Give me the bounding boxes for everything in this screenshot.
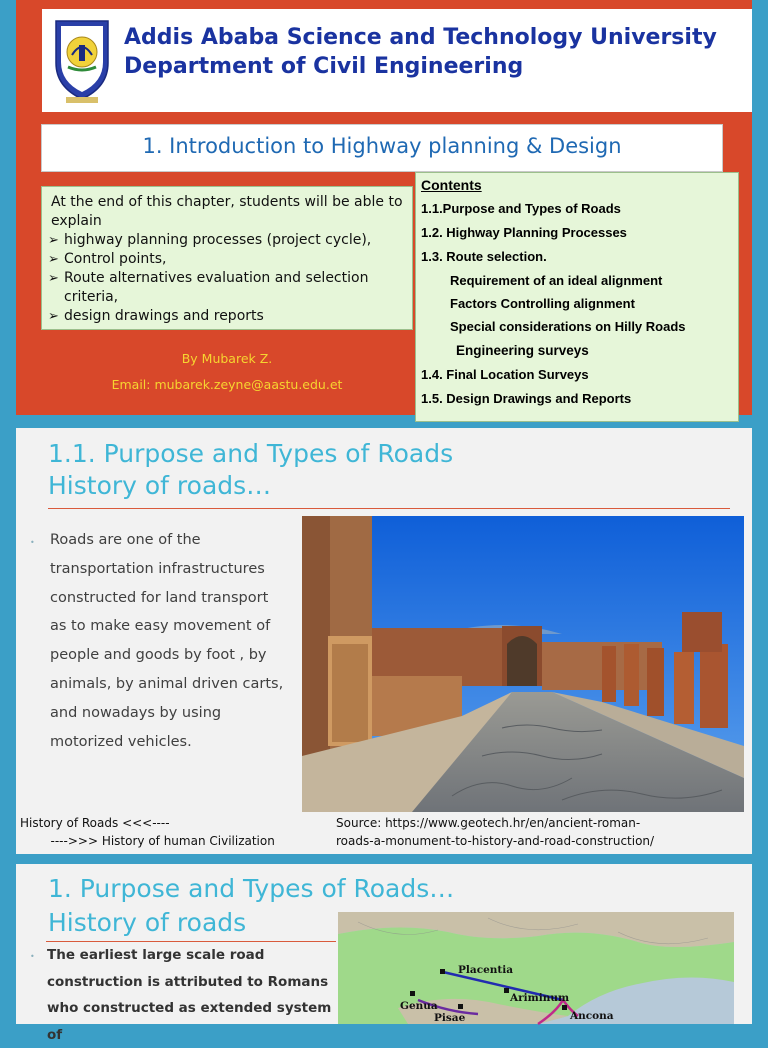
italy-map-graphic <box>338 912 734 1024</box>
department-name: Department of Civil Engineering <box>124 54 524 79</box>
title-slide <box>16 0 752 415</box>
bullet-dot-icon: • <box>30 538 35 547</box>
history-slide-2 <box>16 864 752 1043</box>
chapter-title: 1. Introduction to Highway planning & Design <box>142 134 622 158</box>
objective-item: ➢ highway planning processes (project cycle), <box>48 231 406 250</box>
objectives-lead: At the end of this chapter, students will be able to explain <box>51 194 403 229</box>
author-block <box>41 346 413 398</box>
university-logo <box>50 15 114 105</box>
objectives-list <box>48 231 406 326</box>
map-label-ariminum: Ariminum <box>510 992 570 1004</box>
photo-caption-left: History of Roads <<<---- ---->>> History of human Civilization <box>20 816 275 848</box>
university-name-text: Addis Ababa Science and Technology University <box>124 25 717 50</box>
photo-source-caption: Source: https://www.geotech.hr/en/ancient-roman- roads-a-monument-to-history-and-road-construction/ <box>336 816 655 848</box>
slide-subtitle-line: History of roads <box>48 908 247 937</box>
objectives-box <box>41 186 413 330</box>
history-slide <box>16 428 752 854</box>
contents-item: 1.3. Route selection. <box>421 249 547 264</box>
objective-item: ➢ Control points, <box>48 250 406 269</box>
map-label-ancona: Ancona <box>570 1010 614 1022</box>
slide-body-text: Roads are one of the transportation infrastructures constructed for land transport as to make easy movement of people and goods by foot , by animals, by animal driven carts, and nowadays by using motorized vehicles. <box>50 532 284 750</box>
map-label-genua: Genua <box>400 1000 438 1012</box>
map-label-placentia: Placentia <box>458 964 514 976</box>
author-name: By Mubarek Z. <box>181 351 273 366</box>
author-email: Email: mubarek.zeyne@aastu.edu.et <box>111 377 343 392</box>
contents-item: 1.5. Design Drawings and Reports <box>421 391 632 406</box>
slide-title <box>48 438 453 502</box>
contents-item: 1.2. Highway Planning Processes <box>421 225 627 240</box>
roman-road-photo <box>302 516 744 812</box>
contents-subitem: Requirement of an ideal alignment <box>450 273 663 288</box>
university-name <box>124 23 717 81</box>
contents-subitem: Engineering surveys <box>456 343 589 358</box>
chapter-title-box <box>41 124 723 172</box>
objective-item: ➢ design drawings and reports <box>48 307 406 326</box>
contents-item: 1.4. Final Location Surveys <box>421 367 589 382</box>
university-header <box>42 9 752 112</box>
contents-subitem: Special considerations on Hilly Roads <box>450 319 686 334</box>
contents-box <box>415 172 739 422</box>
contents-item: 1.1.Purpose and Types of Roads <box>421 201 621 216</box>
slide-title-line: 1.1. Purpose and Types of Roads <box>48 439 454 468</box>
roman-roads-map <box>338 912 734 1024</box>
slide-title-line: 1. Purpose and Types of Roads… <box>48 874 455 903</box>
slide-subtitle-line: History of roads… <box>48 471 272 500</box>
slide-body-text: The earliest large scale road construction is attributed to Romans who constructed as extended system of <box>47 947 332 1043</box>
contents-subitem: Factors Controlling alignment <box>450 296 635 311</box>
contents-title: Contents <box>421 177 482 193</box>
bullet-dot-icon: • <box>30 952 35 961</box>
map-label-pisae: Pisae <box>434 1012 466 1024</box>
objective-item: ➢ Route alternatives evaluation and selection criteria, <box>48 269 406 307</box>
title-divider <box>48 508 730 509</box>
